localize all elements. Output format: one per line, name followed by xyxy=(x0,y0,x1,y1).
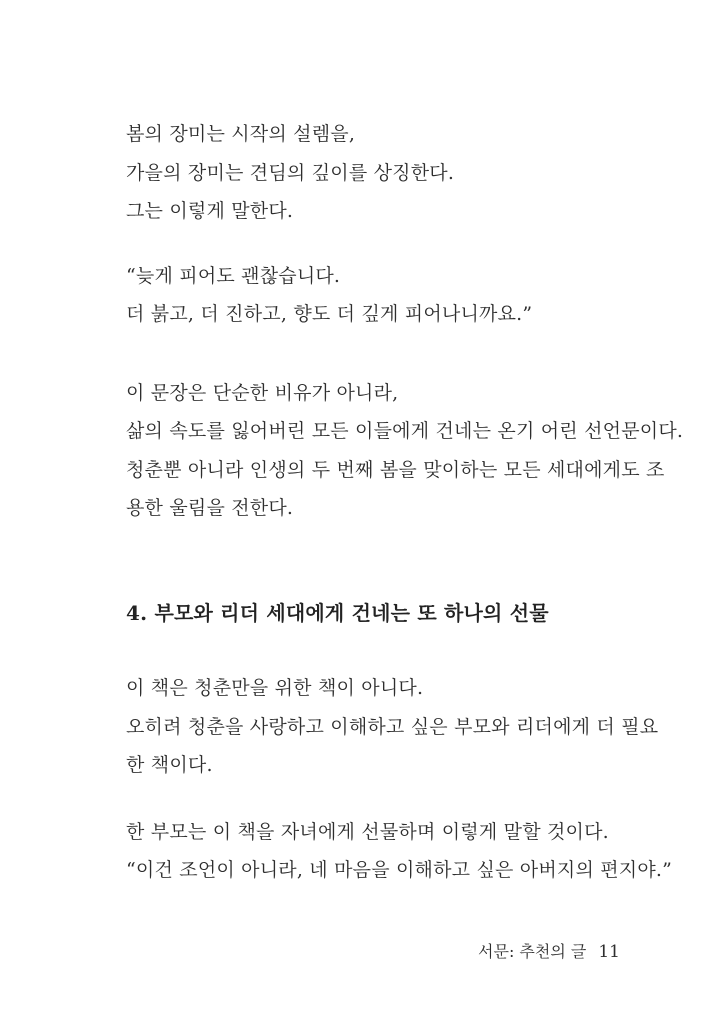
paragraph-spring-rose xyxy=(126,115,626,231)
text-line: 삶의 속도를 잃어버린 모든 이들에게 건네는 온기 어린 선언문이다. xyxy=(126,420,684,442)
text-line: 가을의 장미는 견딤의 깊이를 상징한다. xyxy=(126,161,455,184)
paragraph-bloom-quote xyxy=(126,257,626,334)
text-line: 이 문장은 단순한 비유가 아니라, xyxy=(126,381,399,404)
text-line: 더 붉고, 더 진하고, 향도 더 깊게 피어나니까요.” xyxy=(126,303,533,325)
text-line: 용한 울림을 전한다. xyxy=(126,497,294,519)
text-line: “늦게 피어도 괜찮습니다. xyxy=(126,264,341,287)
section-heading: 4. 부모와 리더 세대에게 건네는 또 하나의 선물 xyxy=(126,600,549,625)
paragraph-not-only-youth xyxy=(126,669,659,785)
text-line: 청춘뿐 아니라 인생의 두 번째 봄을 맞이하는 모든 세대에게도 조 xyxy=(126,458,665,481)
footer-section-label: 서문: 추천의 글 xyxy=(478,942,587,961)
text-line: 오히려 청춘을 사랑하고 이해하고 싶은 부모와 리더에게 더 필요 xyxy=(126,715,659,738)
text-line: 이 책은 청춘만을 위한 책이 아니다. xyxy=(126,677,424,699)
text-line: 한 책이다. xyxy=(126,754,213,776)
page-footer xyxy=(478,941,620,963)
text-line: “이건 조언이 아니라, 네 마음을 이해하고 싶은 아버지의 편지야.” xyxy=(126,859,673,881)
text-line: 봄의 장미는 시작의 설렘을, xyxy=(126,123,356,145)
paragraph-parent-gift xyxy=(126,813,673,890)
text-line: 그는 이렇게 말한다. xyxy=(126,200,294,222)
page-body xyxy=(126,115,684,890)
text-line: 한 부모는 이 책을 자녀에게 선물하며 이렇게 말할 것이다. xyxy=(126,820,609,843)
paragraph-declaration xyxy=(126,374,684,528)
page-number: 11 xyxy=(598,942,620,962)
